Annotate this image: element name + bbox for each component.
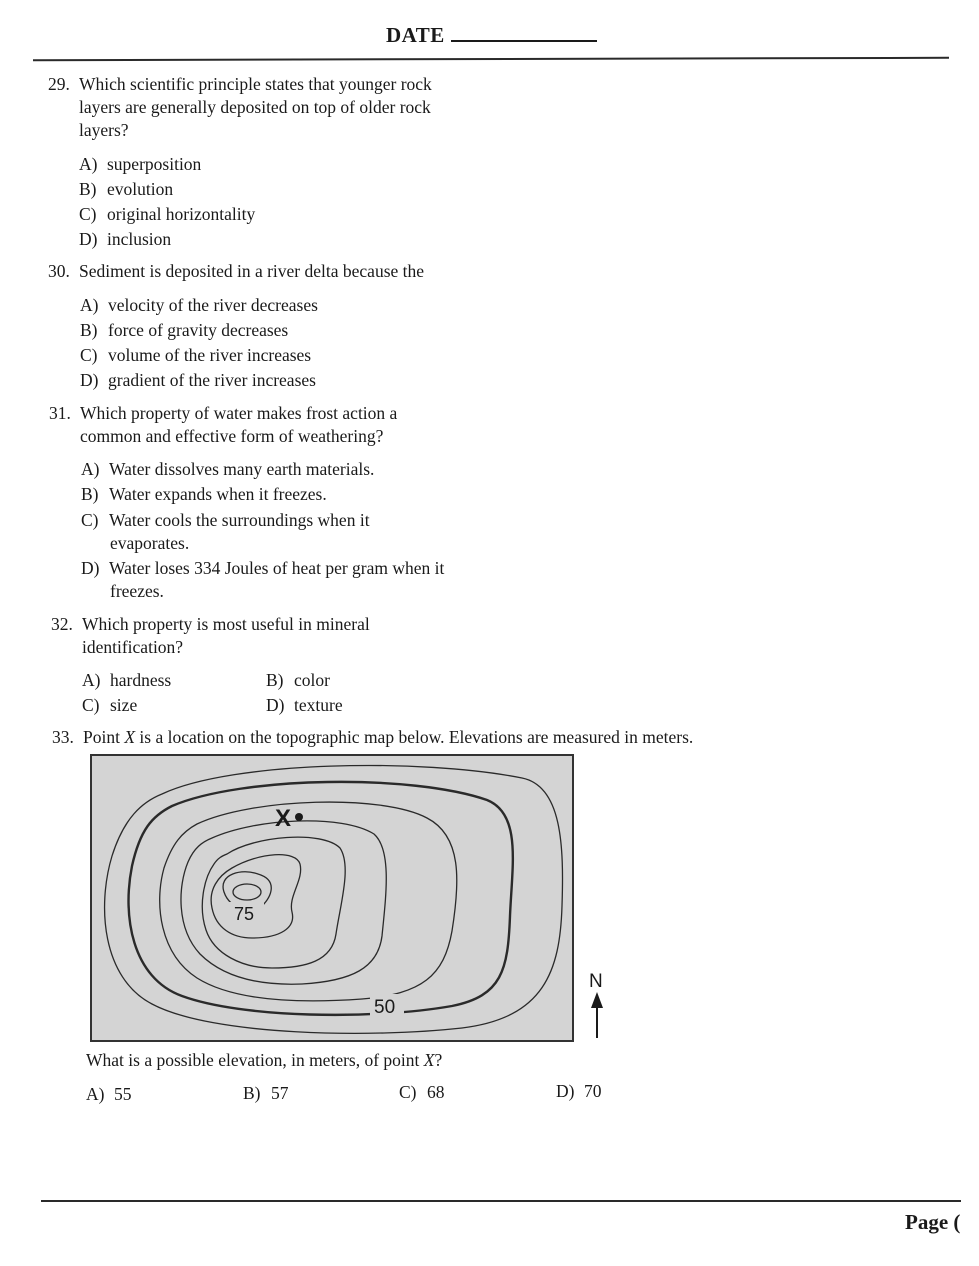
prompt-text: Point: [83, 727, 125, 747]
option-letter: A): [81, 459, 100, 479]
option-32-a[interactable]: [82, 669, 171, 692]
option-letter: D): [266, 695, 285, 715]
followup-text: What is a possible elevation, in meters, of point: [86, 1050, 424, 1070]
option-letter: B): [243, 1083, 261, 1103]
option-letter: C): [81, 510, 99, 530]
option-letter: A): [79, 154, 98, 174]
question-line: layers?: [79, 120, 129, 140]
option-letter: B): [81, 484, 99, 504]
option-30-d[interactable]: [80, 369, 316, 392]
contour-hilltop: [233, 884, 261, 900]
option-letter: C): [399, 1082, 417, 1102]
option-letter: D): [80, 370, 99, 390]
option-31-d[interactable]: [81, 557, 444, 580]
option-29-c[interactable]: [79, 203, 255, 226]
option-letter: B): [80, 320, 98, 340]
contour-lines: [92, 756, 572, 1040]
option-31-c-continued: evaporates.: [110, 533, 190, 553]
option-31-d-continued: freezes.: [110, 581, 164, 601]
question-text: [82, 613, 370, 659]
question-29: [48, 73, 508, 143]
prompt-text: is a location on the topographic map below. Elevations are measured in meters.: [135, 727, 694, 747]
option-30-a[interactable]: [80, 294, 318, 317]
contour-line-70: [211, 855, 301, 938]
question-30: [48, 260, 508, 283]
contour-line-55: [160, 802, 457, 1001]
option-letter: C): [80, 345, 98, 365]
option-33-d[interactable]: [556, 1080, 602, 1103]
header-rule: [33, 57, 949, 61]
option-text: velocity of the river decreases: [108, 295, 318, 315]
option-text: inclusion: [107, 229, 172, 249]
option-letter: D): [79, 229, 98, 249]
option-letter: C): [82, 695, 100, 715]
option-31-a[interactable]: [81, 458, 374, 481]
contour-label-50: 50: [374, 997, 396, 1018]
option-text: Water expands when it freezes.: [109, 484, 327, 504]
question-number: 30.: [48, 261, 70, 281]
option-29-d[interactable]: [79, 228, 171, 251]
option-33-c[interactable]: [399, 1081, 445, 1104]
question-text: [79, 260, 424, 283]
point-x-label: X: [275, 805, 292, 832]
question-line: identification?: [82, 637, 184, 657]
option-text: texture: [294, 695, 343, 715]
option-32-d[interactable]: [266, 694, 343, 717]
option-letter: B): [79, 179, 97, 199]
prompt-variable: X: [124, 727, 136, 747]
option-32-c[interactable]: [82, 694, 137, 717]
option-text: evolution: [107, 179, 174, 199]
option-text: Water cools the surroundings when it: [109, 510, 370, 530]
question-line: common and effective form of weathering?: [80, 426, 384, 446]
option-text: 57: [271, 1083, 289, 1103]
question-number: 31.: [49, 403, 71, 423]
north-arrow-icon: [586, 968, 608, 1040]
date-field: [386, 22, 597, 48]
question-line: Sediment is deposited in a river delta because the: [79, 261, 425, 281]
option-text: 70: [584, 1081, 602, 1101]
option-33-b[interactable]: [243, 1082, 289, 1105]
option-letter: A): [82, 670, 101, 690]
option-text: gradient of the river increases: [108, 370, 316, 390]
contour-label-75: 75: [234, 904, 255, 924]
followup-variable: X: [423, 1050, 435, 1070]
option-letter: A): [86, 1084, 105, 1104]
question-text: [83, 726, 693, 749]
question-32: [51, 613, 511, 659]
north-arrow: [586, 968, 608, 1045]
footer-rule: [41, 1200, 961, 1202]
question-line: Which property of water makes frost action a: [80, 403, 398, 423]
option-text: Water loses 334 Joules of heat per gram when it: [109, 558, 445, 578]
option-text: Water dissolves many earth materials.: [109, 459, 375, 479]
question-33: [52, 726, 912, 749]
question-number: 29.: [48, 74, 70, 94]
option-30-c[interactable]: [80, 344, 311, 367]
option-text: 68: [427, 1082, 445, 1102]
option-letter: D): [81, 558, 100, 578]
option-31-c[interactable]: [81, 509, 370, 532]
option-text: hardness: [110, 670, 172, 690]
page-number: Page (: [905, 1210, 961, 1234]
question-text: [80, 402, 397, 448]
option-text: volume of the river increases: [108, 345, 312, 365]
option-30-b[interactable]: [80, 319, 288, 342]
option-letter: B): [266, 670, 284, 690]
option-33-a[interactable]: [86, 1083, 132, 1106]
option-29-a[interactable]: [79, 153, 201, 176]
option-letter: D): [556, 1081, 575, 1101]
question-33-followup: [86, 1049, 442, 1072]
question-text: [79, 73, 432, 142]
option-text: original horizontality: [107, 204, 256, 224]
contour-line-50-index: [129, 782, 513, 1015]
question-31: [49, 402, 509, 448]
date-blank-line: [451, 22, 597, 42]
option-text: force of gravity decreases: [108, 320, 289, 340]
option-text: size: [110, 695, 138, 715]
option-text: 55: [114, 1084, 132, 1104]
option-29-b[interactable]: [79, 178, 173, 201]
option-letter: A): [80, 295, 99, 315]
contour-line-65: [202, 837, 345, 968]
option-31-b[interactable]: [81, 483, 327, 506]
question-line: Which property is most useful in mineral: [82, 614, 370, 634]
question-number: 33.: [52, 727, 74, 747]
option-text: superposition: [107, 154, 202, 174]
north-label: N: [589, 971, 603, 992]
date-label: DATE: [386, 23, 445, 47]
topographic-map: [90, 754, 574, 1042]
point-x-marker: [295, 813, 303, 821]
followup-text: ?: [434, 1050, 443, 1070]
option-32-b[interactable]: [266, 669, 330, 692]
option-text: color: [294, 670, 330, 690]
question-line: Which scientific principle states that younger rock: [79, 74, 432, 94]
question-number: 32.: [51, 614, 73, 634]
question-line: layers are generally deposited on top of older rock: [79, 97, 431, 117]
option-letter: C): [79, 204, 97, 224]
